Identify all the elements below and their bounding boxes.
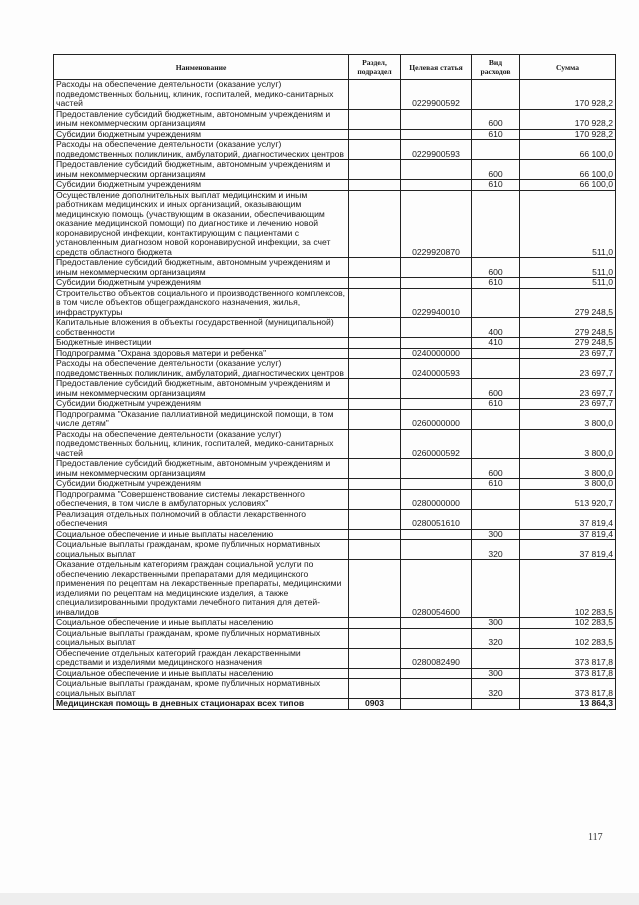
cell-exp-type: 610 [472,180,520,191]
cell-name: Расходы на обеспечение деятельности (оказание услуг) подведомственных больниц, клиник, госпиталей, медико-санитарных частей [54,429,349,459]
cell-target [401,529,472,540]
cell-amount: 23 697,7 [520,399,616,410]
cell-amount: 102 283,5 [520,618,616,629]
cell-name: Социальное обеспечение и иные выплаты населению [54,529,349,540]
table-row [54,618,616,629]
cell-name: Осуществление дополнительных выплат медицинским и иным работникам медицинских и иных организаций, оказывающим медицинскую помощь (участвующим в оказании, обеспечивающим оказание медицинской помощи) по диагностике и лечению новой коронавирусной инфекции, контактирующим с пациентами с установленным диагнозом новой коронавирусной инфекции, за счет средств областного бюджета [54,190,349,258]
cell-exp-type [472,429,520,459]
cell-name: Социальное обеспечение и иные выплаты населению [54,618,349,629]
cell-target [401,318,472,338]
cell-name: Расходы на обеспечение деятельности (оказание услуг) подведомственных поликлиник, амбулаторий, диагностических центров [54,359,349,379]
cell-name: Обеспечение отдельных категорий граждан лекарственными средствами и изделиями медицинского назначения [54,648,349,668]
cell-target [401,180,472,191]
cell-amount: 66 100,0 [520,180,616,191]
cell-exp-type [472,699,520,710]
scan-edge [0,893,639,905]
cell-section [349,399,401,410]
cell-exp-type [472,359,520,379]
cell-section [349,318,401,338]
cell-amount: 170 928,2 [520,129,616,140]
cell-name: Подпрограмма "Оказание паллиативной медицинской помощи, в том числе детям" [54,409,349,429]
table-body [54,80,616,710]
cell-amount: 23 697,7 [520,379,616,399]
cell-name: Субсидии бюджетным учреждениям [54,479,349,490]
cell-amount: 3 800,0 [520,409,616,429]
cell-section [349,359,401,379]
cell-amount: 511,0 [520,278,616,289]
cell-exp-type: 600 [472,459,520,479]
cell-name: Субсидии бюджетным учреждениям [54,399,349,410]
cell-exp-type [472,80,520,110]
cell-section [349,459,401,479]
cell-target [401,109,472,129]
cell-target [401,278,472,289]
cell-target: 0229920870 [401,190,472,258]
cell-target: 0229900592 [401,80,472,110]
cell-exp-type: 600 [472,379,520,399]
cell-amount: 37 819,4 [520,529,616,540]
cell-name: Субсидии бюджетным учреждениям [54,278,349,289]
table-row [54,288,616,318]
cell-name: Медицинская помощь в дневных стационарах всех типов [54,699,349,710]
cell-target [401,479,472,490]
table-row [54,190,616,258]
cell-name: Предоставление субсидий бюджетным, автономным учреждениям и иным некоммерческим организациям [54,109,349,129]
cell-section [349,618,401,629]
cell-name: Оказание отдельным категориям граждан социальной услуги по обеспечению лекарственными препаратами для медицинского применения по рецептам на лекарственные препараты, медицинскими изделиями по рецептам на медицинские изделия, а также специализированными продуктами лечебного питания для детей-инвалидов [54,560,349,618]
cell-name: Реализация отдельных полномочий в области лекарственного обеспечения [54,509,349,529]
cell-exp-type: 320 [472,628,520,648]
cell-name: Субсидии бюджетным учреждениям [54,180,349,191]
cell-amount: 13 864,3 [520,699,616,710]
cell-amount: 3 800,0 [520,459,616,479]
cell-section [349,278,401,289]
table-row [54,648,616,668]
cell-target: 0240000593 [401,359,472,379]
header-target: Целевая статья [401,55,472,80]
cell-name: Бюджетные инвестиции [54,338,349,349]
cell-exp-type: 320 [472,679,520,699]
cell-amount: 511,0 [520,258,616,278]
cell-target [401,699,472,710]
cell-exp-type [472,288,520,318]
cell-exp-type [472,348,520,359]
table-row [54,140,616,160]
cell-exp-type: 600 [472,160,520,180]
cell-section [349,679,401,699]
cell-target [401,160,472,180]
cell-amount: 66 100,0 [520,140,616,160]
cell-target: 0260000000 [401,409,472,429]
cell-target [401,258,472,278]
cell-exp-type: 610 [472,129,520,140]
table-row [54,258,616,278]
table-row [54,348,616,359]
cell-section [349,180,401,191]
cell-amount: 37 819,4 [520,540,616,560]
cell-name: Социальное обеспечение и иные выплаты населению [54,668,349,679]
cell-section [349,338,401,349]
cell-exp-type: 300 [472,618,520,629]
cell-name: Предоставление субсидий бюджетным, автономным учреждениям и иным некоммерческим организациям [54,379,349,399]
cell-section [349,348,401,359]
cell-exp-type: 610 [472,479,520,490]
cell-name: Предоставление субсидий бюджетным, автономным учреждениям и иным некоммерческим организациям [54,459,349,479]
cell-target [401,618,472,629]
cell-target: 0229900593 [401,140,472,160]
cell-target [401,679,472,699]
table-row [54,429,616,459]
cell-target: 0280000000 [401,489,472,509]
cell-amount: 279 248,5 [520,318,616,338]
table-row [54,459,616,479]
table-row [54,529,616,540]
cell-name: Субсидии бюджетным учреждениям [54,129,349,140]
cell-target [401,540,472,560]
cell-amount: 513 920,7 [520,489,616,509]
table-row [54,399,616,410]
cell-section: 0903 [349,699,401,710]
cell-section [349,668,401,679]
cell-exp-type: 300 [472,668,520,679]
cell-name: Подпрограмма "Совершенствование системы лекарственного обеспечения, в том числе в амбулаторных условиях" [54,489,349,509]
cell-section [349,628,401,648]
page-number: 117 [588,832,603,843]
cell-amount: 102 283,5 [520,628,616,648]
cell-section [349,109,401,129]
cell-amount: 3 800,0 [520,429,616,459]
cell-amount: 279 248,5 [520,288,616,318]
cell-name: Социальные выплаты гражданам, кроме публичных нормативных социальных выплат [54,679,349,699]
table-row [54,338,616,349]
cell-target [401,338,472,349]
cell-section [349,160,401,180]
cell-amount: 23 697,7 [520,359,616,379]
cell-target [401,628,472,648]
cell-section [349,258,401,278]
cell-name: Предоставление субсидий бюджетным, автономным учреждениям и иным некоммерческим организациям [54,160,349,180]
cell-section [349,129,401,140]
cell-target [401,399,472,410]
cell-target [401,459,472,479]
header-section: Раздел, подраздел [349,55,401,80]
cell-amount: 37 819,4 [520,509,616,529]
cell-target: 0280051610 [401,509,472,529]
cell-section [349,648,401,668]
cell-section [349,489,401,509]
cell-amount: 170 928,2 [520,109,616,129]
cell-exp-type [472,560,520,618]
cell-section [349,479,401,490]
cell-exp-type [472,648,520,668]
cell-exp-type [472,409,520,429]
cell-name: Подпрограмма "Охрана здоровья матери и ребенка" [54,348,349,359]
cell-section [349,190,401,258]
table-row [54,679,616,699]
table-row [54,560,616,618]
cell-name: Расходы на обеспечение деятельности (оказание услуг) подведомственных поликлиник, амбулаторий, диагностических центров [54,140,349,160]
cell-exp-type: 400 [472,318,520,338]
table-row [54,628,616,648]
budget-table [53,54,616,710]
table-header-row [54,55,616,80]
cell-name: Расходы на обеспечение деятельности (оказание услуг) подведомственных больниц, клиник, госпиталей, медико-санитарных частей [54,80,349,110]
table-row [54,129,616,140]
cell-exp-type: 610 [472,399,520,410]
cell-exp-type [472,190,520,258]
cell-amount: 279 248,5 [520,338,616,349]
cell-section [349,540,401,560]
cell-exp-type [472,489,520,509]
cell-exp-type [472,509,520,529]
cell-amount: 23 697,7 [520,348,616,359]
cell-target: 0229940010 [401,288,472,318]
table-row [54,318,616,338]
cell-exp-type: 610 [472,278,520,289]
cell-exp-type: 600 [472,258,520,278]
header-exp-type: Вид расходов [472,55,520,80]
cell-name: Строительство объектов социального и производственного комплексов, в том числе объектов общегражданского назначения, жилья, инфраструктуры [54,288,349,318]
table-row [54,160,616,180]
cell-target [401,129,472,140]
table-row [54,479,616,490]
cell-amount: 3 800,0 [520,479,616,490]
table-row [54,509,616,529]
cell-section [349,379,401,399]
cell-exp-type: 410 [472,338,520,349]
cell-section [349,288,401,318]
cell-section [349,509,401,529]
cell-target [401,379,472,399]
cell-name: Социальные выплаты гражданам, кроме публичных нормативных социальных выплат [54,628,349,648]
cell-name: Социальные выплаты гражданам, кроме публичных нормативных социальных выплат [54,540,349,560]
cell-section [349,140,401,160]
header-amount: Сумма [520,55,616,80]
cell-exp-type: 300 [472,529,520,540]
cell-amount: 102 283,5 [520,560,616,618]
cell-section [349,80,401,110]
cell-exp-type: 600 [472,109,520,129]
cell-amount: 66 100,0 [520,160,616,180]
header-name: Наименование [54,55,349,80]
table-row [54,540,616,560]
table-row [54,379,616,399]
cell-target: 0280082490 [401,648,472,668]
table-row [54,278,616,289]
cell-target: 0260000592 [401,429,472,459]
table-row [54,699,616,710]
table-row [54,668,616,679]
cell-exp-type: 320 [472,540,520,560]
cell-amount: 511,0 [520,190,616,258]
table-row [54,180,616,191]
table-row [54,109,616,129]
cell-target: 0280054600 [401,560,472,618]
cell-exp-type [472,140,520,160]
cell-amount: 373 817,8 [520,648,616,668]
table-row [54,489,616,509]
cell-amount: 373 817,8 [520,679,616,699]
cell-section [349,529,401,540]
table-row [54,359,616,379]
table-row [54,80,616,110]
cell-name: Капитальные вложения в объекты государственной (муниципальной) собственности [54,318,349,338]
cell-section [349,409,401,429]
cell-name: Предоставление субсидий бюджетным, автономным учреждениям и иным некоммерческим организациям [54,258,349,278]
cell-target: 0240000000 [401,348,472,359]
cell-amount: 373 817,8 [520,668,616,679]
cell-target [401,668,472,679]
cell-section [349,560,401,618]
cell-amount: 170 928,2 [520,80,616,110]
table-row [54,409,616,429]
cell-section [349,429,401,459]
